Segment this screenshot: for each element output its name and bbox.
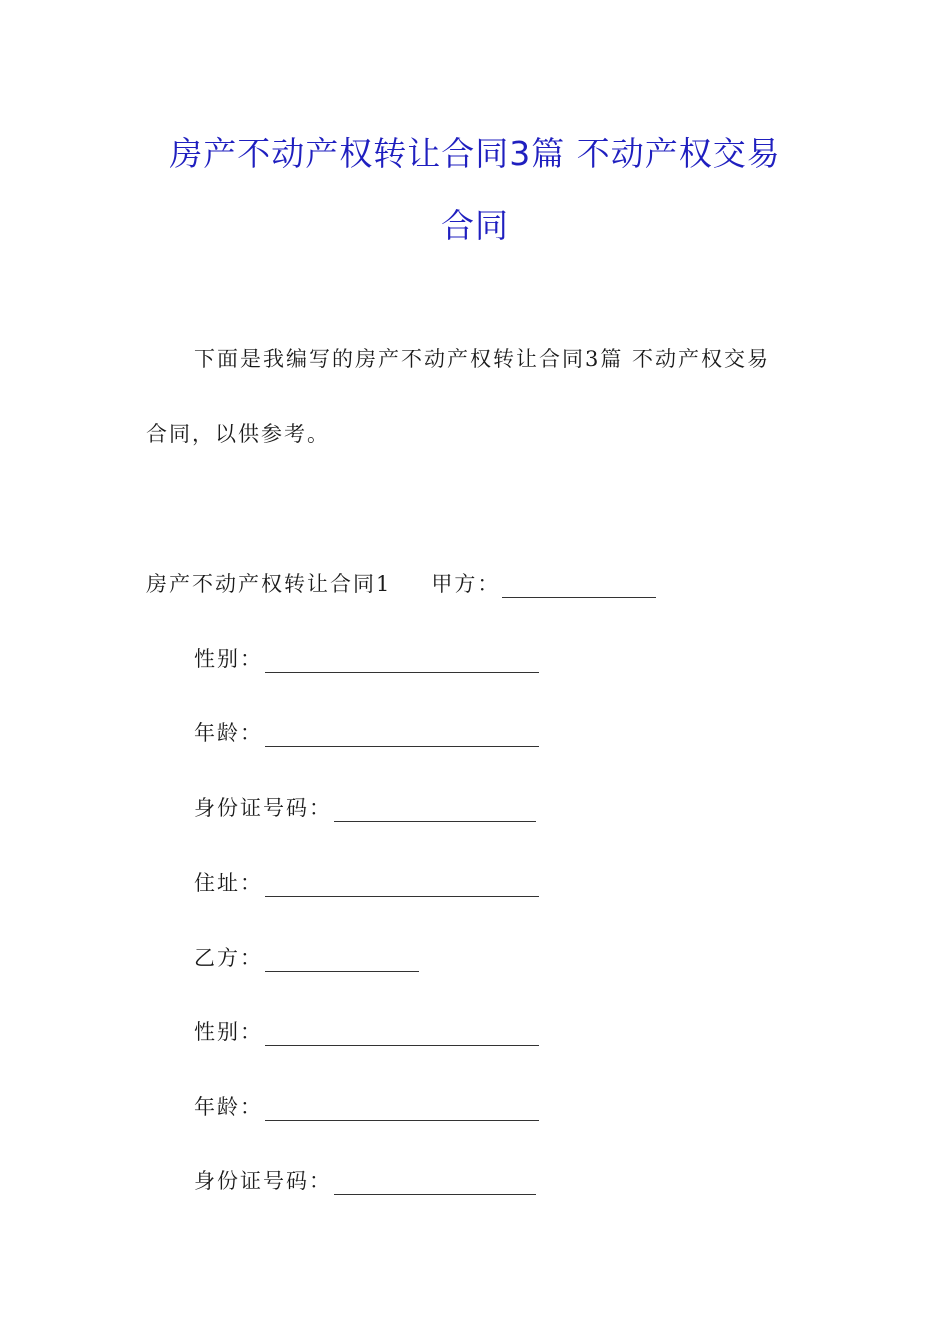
id-b-row	[194, 1167, 536, 1195]
id-b-label: 身份证号码：	[194, 1169, 332, 1193]
gender-a-blank[interactable]	[265, 650, 539, 673]
address-a-row	[194, 869, 539, 897]
address-a-label: 住址：	[194, 871, 263, 895]
age-a-blank[interactable]	[265, 724, 539, 747]
gender-b-blank[interactable]	[265, 1023, 539, 1046]
id-a-label: 身份证号码：	[194, 796, 332, 820]
id-b-blank[interactable]	[334, 1172, 536, 1195]
age-a-row	[194, 719, 539, 747]
age-b-label: 年龄：	[194, 1095, 263, 1119]
document-title-line-1: 房产不动产权转让合同3篇 不动产权交易	[169, 134, 781, 173]
party-b-blank[interactable]	[265, 949, 419, 972]
section-heading-row	[146, 570, 656, 598]
age-b-blank[interactable]	[265, 1098, 539, 1121]
intro-paragraph-line-2: 合同，以供参考。	[146, 422, 330, 446]
address-a-blank[interactable]	[265, 874, 539, 897]
section-heading: 房产不动产权转让合同1	[146, 572, 392, 596]
gender-a-label: 性别：	[194, 647, 263, 671]
document-title-line-2: 合同	[441, 206, 509, 245]
gender-b-label: 性别：	[194, 1020, 263, 1044]
party-b-label: 乙方：	[194, 946, 263, 970]
id-a-blank[interactable]	[334, 799, 536, 822]
age-b-row	[194, 1093, 539, 1121]
party-a-label: 甲方：	[431, 572, 501, 596]
party-b-row	[194, 944, 419, 972]
gender-a-row	[194, 645, 539, 673]
gender-b-row	[194, 1018, 539, 1046]
intro-paragraph-line-1: 下面是我编写的房产不动产权转让合同3篇 不动产权交易	[194, 347, 771, 371]
party-a-blank[interactable]	[502, 575, 656, 598]
id-a-row	[194, 794, 536, 822]
age-a-label: 年龄：	[194, 721, 263, 745]
